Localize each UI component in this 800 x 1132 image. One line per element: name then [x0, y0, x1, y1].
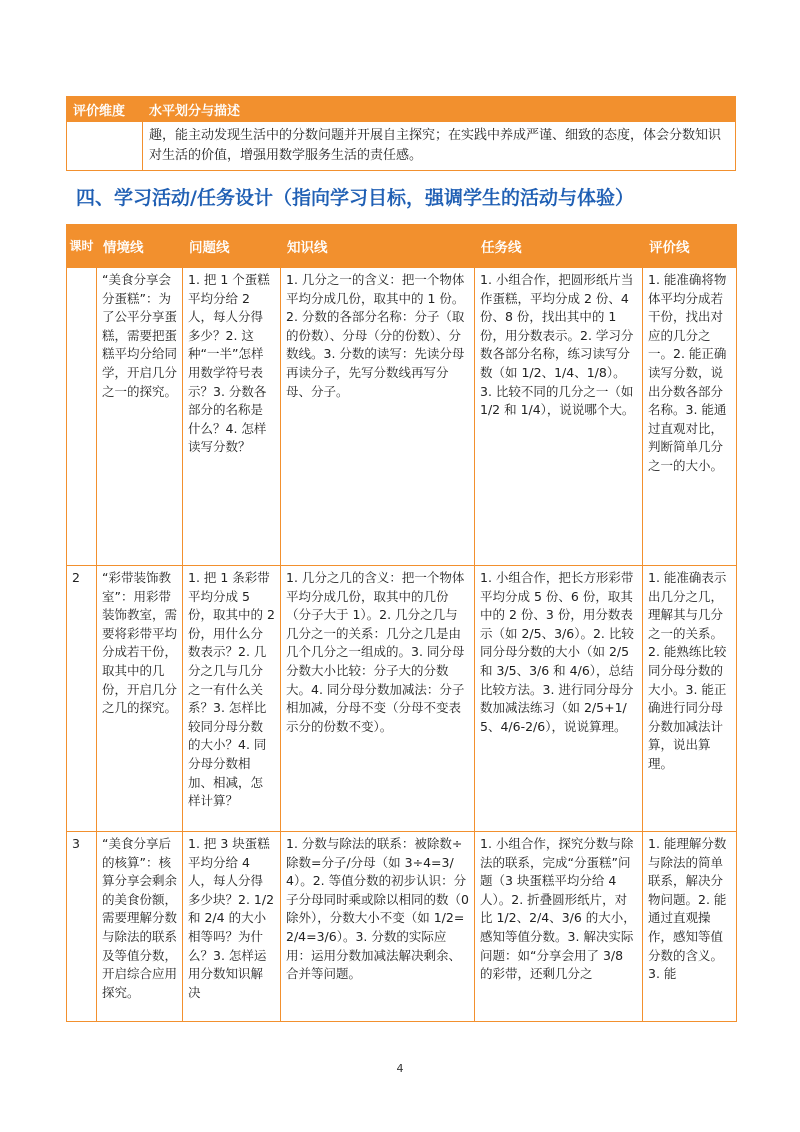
knowledge-cell: 1. 分数与除法的联系：被除数÷除数=分子/分母（如 3÷4=3/4）。2. 等值分数的初步认识：分子分母同时乘或除以相同的数（0 除外），分数大小不变（如 1/2=2/4=3/6）。3. 分数的实际应用：运用分数加减法解决剩余、合并等问题。: [281, 832, 475, 1022]
eval-header-dimension: 评价维度: [67, 97, 143, 122]
header-knowledge-line: 知识线: [281, 225, 475, 268]
eval-cell-description: 趣，能主动发现生活中的分数问题并开展自主探究；在实践中养成严谨、细致的态度，体会分数知识对生活的价值，增强用数学服务生活的责任感。: [143, 122, 736, 171]
task-cell: 1. 小组合作，把长方形彩带平均分成 5 份、6 份，取其中的 2 份、3 份，用分数表示（如 2/5、3/6）。2. 比较同分母分数的大小（如 2/5 和 3/5、3/6 和 4/6），总结比较方法。3. 进行同分母分数加减法练习（如 2/5+1/5、4/6-2/6），说说算理。: [475, 566, 643, 832]
header-task-line: 任务线: [475, 225, 643, 268]
lesson-number: 2: [67, 566, 97, 832]
problem-cell: 1. 把 1 条彩带平均分成 5 份，取其中的 2 份，用什么分数表示？2. 几分之几与几分之一有什么关系？3. 怎样比较同分母分数的大小？4. 同分母分数相加、相减，怎样计算？: [183, 566, 281, 832]
evaluation-dimension-table: [66, 96, 736, 171]
problem-cell: 1. 把 1 个蛋糕平均分给 2 人，每人分得多少？2. 这种“一半”怎样用数学符号表示？3. 分数各部分的名称是什么？4. 怎样读写分数？: [183, 268, 281, 566]
header-lesson: 课时: [67, 225, 97, 268]
table-row: [67, 566, 737, 832]
task-cell: 1. 小组合作，把圆形纸片当作蛋糕，平均分成 2 份、4 份、8 份，找出其中的 1 份，用分数表示。2. 学习分数各部分名称，练习读写分数（如 1/2、1/4、1/8）。3. 比较不同的几分之一（如 1/2 和 1/4），说说哪个大。: [475, 268, 643, 566]
header-situation-line: 情境线: [97, 225, 183, 268]
table-row: [67, 832, 737, 1022]
activity-design-table: [66, 224, 737, 1022]
evaluation-cell: 1. 能准确将物体平均分成若干份，找出对应的几分之一。2. 能正确读写分数，说出分数各部分名称。3. 能通过直观对比，判断简单几分之一的大小。: [643, 268, 737, 566]
eval-cell-dimension: [67, 122, 143, 171]
knowledge-cell: 1. 几分之一的含义：把一个物体平均分成几份，取其中的 1 份。2. 分数的各部分名称：分子（取的份数）、分母（分的份数）、分数线。3. 分数的读写：先读分母再读分子，先写分数线再写分母、分子。: [281, 268, 475, 566]
evaluation-cell: 1. 能理解分数与除法的简单联系，解决分物问题。2. 能通过直观操作，感知等值分数的含义。3. 能: [643, 832, 737, 1022]
page-number: 4: [396, 1062, 404, 1075]
problem-cell: 1. 把 3 块蛋糕平均分给 4 人，每人分得多少块？2. 1/2 和 2/4 的大小相等吗？为什么？3. 怎样运用分数知识解决: [183, 832, 281, 1022]
header-evaluation-line: 评价线: [643, 225, 737, 268]
lesson-number: 3: [67, 832, 97, 1022]
section-title: 四、学习活动/任务设计（指向学习目标，强调学生的活动与体验）: [76, 187, 634, 209]
header-problem-line: 问题线: [183, 225, 281, 268]
table-row: [67, 268, 737, 566]
knowledge-cell: 1. 几分之几的含义：把一个物体平均分成几份，取其中的几份（分子大于 1）。2. 几分之几与几分之一的关系：几分之几是由几个几分之一组成的。3. 同分母分数大小比较：分子大的分数大。4. 同分母分数加减法：分子相加减，分母不变（分母不变表示分的份数不变）。: [281, 566, 475, 832]
eval-header-description: 水平划分与描述: [143, 97, 736, 122]
activity-header-row: [67, 225, 737, 268]
situation-cell: “美食分享会分蛋糕”：为了公平分享蛋糕，需要把蛋糕平均分给同学，开启几分之一的探究。: [97, 268, 183, 566]
situation-cell: “彩带装饰教室”：用彩带装饰教室，需要将彩带平均分成若干份，取其中的几份，开启几分之几的探究。: [97, 566, 183, 832]
task-cell: 1. 小组合作，探究分数与除法的联系，完成“分蛋糕”问题（3 块蛋糕平均分给 4 人）。2. 折叠圆形纸片，对比 1/2、2/4、3/6 的大小，感知等值分数。3. 解决实际问题：如“分享会用了 3/8 的彩带，还剩几分之: [475, 832, 643, 1022]
situation-cell: “美食分享后的核算”：核算分享会剩余的美食份额，需要理解分数与除法的联系及等值分数，开启综合应用探究。: [97, 832, 183, 1022]
evaluation-cell: 1. 能准确表示出几分之几，理解其与几分之一的关系。2. 能熟练比较同分母分数的大小。3. 能正确进行同分母分数加减法计算，说出算理。: [643, 566, 737, 832]
lesson-number: [67, 268, 97, 566]
